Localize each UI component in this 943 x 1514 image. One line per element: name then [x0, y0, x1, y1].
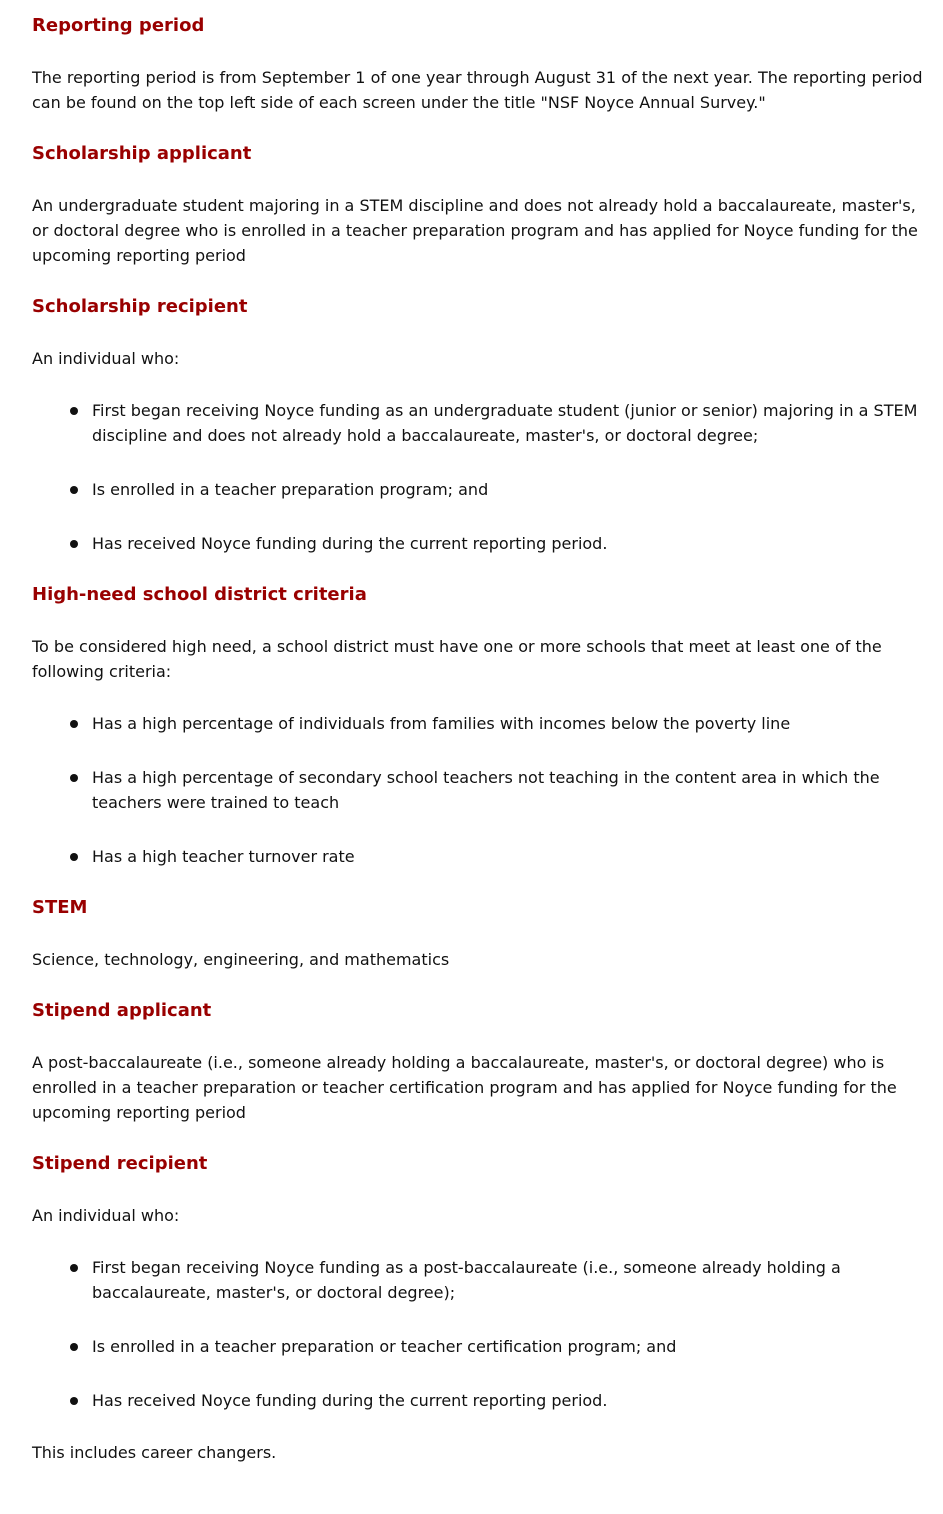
list-item: First began receiving Noyce funding as a post-baccalaureate (i.e., someone already holding a baccalaureate, master's, or doctoral degree);	[92, 1255, 923, 1305]
list-item: Has a high percentage of secondary school teachers not teaching in the content area in which the teachers were trained to teach	[92, 765, 923, 815]
definition-intro: An individual who:	[32, 349, 180, 368]
section-scholarship-applicant	[32, 142, 923, 268]
section-stipend-recipient	[32, 1152, 923, 1465]
list-item: Is enrolled in a teacher preparation or teacher certification program; and	[92, 1334, 923, 1359]
list-item: Is enrolled in a teacher preparation program; and	[92, 477, 923, 502]
section-stipend-applicant	[32, 999, 923, 1125]
section-stem	[32, 896, 923, 972]
section-heading: Stipend recipient	[32, 1153, 208, 1174]
section-heading: High-need school district criteria	[32, 584, 367, 605]
section-scholarship-recipient	[32, 295, 923, 556]
section-heading: Stipend applicant	[32, 1000, 212, 1021]
definition-intro: To be considered high need, a school district must have one or more schools that meet at least one of the following criteria:	[32, 637, 882, 681]
list-item: Has received Noyce funding during the current reporting period.	[92, 1388, 923, 1413]
definition-text: An undergraduate student majoring in a STEM discipline and does not already hold a baccalaureate, master's, or doctoral degree who is enrolled in a teacher preparation program and has applied for Noyce funding for the upcoming reporting period	[32, 196, 918, 265]
section-heading: Reporting period	[32, 15, 205, 36]
section-high-need-criteria	[32, 583, 923, 869]
list-item: Has received Noyce funding during the current reporting period.	[92, 531, 923, 556]
definition-note: This includes career changers.	[32, 1443, 277, 1462]
criteria-list	[32, 711, 923, 869]
definition-intro: An individual who:	[32, 1206, 180, 1225]
definition-text: A post-baccalaureate (i.e., someone already holding a baccalaureate, master's, or doctoral degree) who is enrolled in a teacher preparation or teacher certification program and has applied for Noyce funding for the upcoming reporting period	[32, 1053, 897, 1122]
definition-text: Science, technology, engineering, and mathematics	[32, 950, 450, 969]
criteria-list	[32, 1255, 923, 1413]
list-item: Has a high percentage of individuals from families with incomes below the poverty line	[92, 711, 923, 736]
section-heading: Scholarship recipient	[32, 296, 248, 317]
section-heading: Scholarship applicant	[32, 143, 252, 164]
criteria-list	[32, 398, 923, 556]
list-item: First began receiving Noyce funding as an undergraduate student (junior or senior) majoring in a STEM discipline and does not already hold a baccalaureate, master's, or doctoral degree;	[92, 398, 923, 448]
definition-text: The reporting period is from September 1 of one year through August 31 of the next year. The reporting period can be found on the top left side of each screen under the title "NSF Noyce Annual Survey."	[32, 68, 923, 112]
section-heading: STEM	[32, 897, 88, 918]
list-item: Has a high teacher turnover rate	[92, 844, 923, 869]
section-reporting-period	[32, 14, 923, 115]
